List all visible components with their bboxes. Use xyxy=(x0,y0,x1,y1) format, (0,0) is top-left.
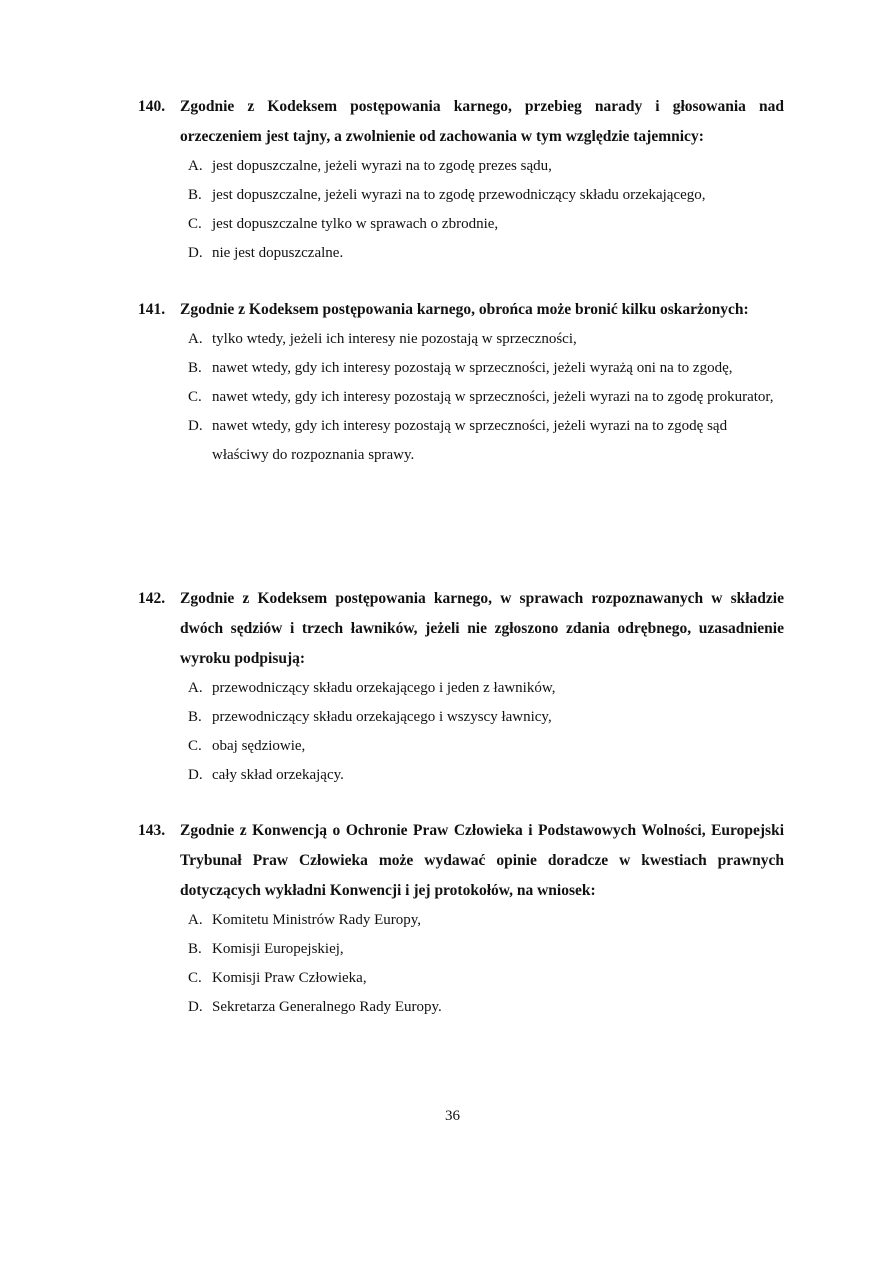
option-letter: D. xyxy=(188,767,203,783)
answer-option-c xyxy=(188,210,784,239)
option-text: tylko wtedy, jeżeli ich interesy nie pozostają w sprzeczności, xyxy=(212,331,577,347)
option-text: obaj sędziowie, xyxy=(212,738,306,754)
answer-option-c xyxy=(188,383,784,412)
option-letter: C. xyxy=(188,389,202,405)
question-text: Zgodnie z Kodeksem postępowania karnego, przebieg narady i głosowania nad orzeczeniem jest tajny, a zwolnienie od zachowania w tym względzie tajemnicy: xyxy=(180,98,784,145)
option-letter: D. xyxy=(188,999,203,1015)
option-text: Komisji Europejskiej, xyxy=(212,941,344,957)
question-stem xyxy=(138,92,784,152)
option-letter: A. xyxy=(188,158,203,174)
answer-option-d xyxy=(188,993,784,1022)
answer-option-a xyxy=(188,906,784,935)
answer-option-a xyxy=(188,674,784,703)
answer-option-d xyxy=(188,412,784,470)
option-letter: D. xyxy=(188,418,203,434)
question-stem xyxy=(138,584,784,674)
question-number: 142. xyxy=(138,590,166,607)
option-text: jest dopuszczalne, jeżeli wyrazi na to zgodę przewodniczący składu orzekającego, xyxy=(212,187,706,203)
question-text: Zgodnie z Kodeksem postępowania karnego, w sprawach rozpoznawanych w składzie dwóch sędziów i trzech ławników, jeżeli nie zgłoszono zdania odrębnego, uzasadnienie wyroku podpisują: xyxy=(180,590,784,667)
option-text: jest dopuszczalne, jeżeli wyrazi na to zgodę prezes sądu, xyxy=(212,158,552,174)
option-letter: C. xyxy=(188,970,202,986)
answer-options xyxy=(138,152,784,268)
answer-options xyxy=(138,325,784,470)
option-text: Sekretarza Generalnego Rady Europy. xyxy=(212,999,442,1015)
answer-option-b xyxy=(188,703,784,732)
answer-option-d xyxy=(188,761,784,790)
answer-options xyxy=(138,906,784,1022)
question-142 xyxy=(138,584,784,790)
option-letter: B. xyxy=(188,187,202,203)
option-text: przewodniczący składu orzekającego i jeden z ławników, xyxy=(212,680,556,696)
question-number: 140. xyxy=(138,98,166,115)
answer-option-b xyxy=(188,354,784,383)
answer-options xyxy=(138,674,784,790)
option-letter: B. xyxy=(188,941,202,957)
question-143 xyxy=(138,816,784,1022)
question-text: Zgodnie z Konwencją o Ochronie Praw Człowieka i Podstawowych Wolności, Europejski Trybunał Praw Człowieka może wydawać opinie doradcze w kwestiach prawnych dotyczących wykładni Konwencji i jej protokołów, na wniosek: xyxy=(180,822,784,899)
option-text: nie jest dopuszczalne. xyxy=(212,245,344,261)
option-text: nawet wtedy, gdy ich interesy pozostają w sprzeczności, jeżeli wyrazi na to zgodę prokurator, xyxy=(212,389,774,405)
option-letter: A. xyxy=(188,331,203,347)
option-text: nawet wtedy, gdy ich interesy pozostają w sprzeczności, jeżeli wyrazi na to zgodę sąd właściwy do rozpoznania sprawy. xyxy=(212,418,728,463)
page-number: 36 xyxy=(445,1108,460,1124)
option-letter: B. xyxy=(188,709,202,725)
option-text: Komisji Praw Człowieka, xyxy=(212,970,367,986)
option-text: jest dopuszczalne tylko w sprawach o zbrodnie, xyxy=(212,216,499,232)
answer-option-a xyxy=(188,325,784,354)
answer-option-b xyxy=(188,181,784,210)
answer-option-a xyxy=(188,152,784,181)
question-141 xyxy=(138,295,784,470)
option-letter: C. xyxy=(188,216,202,232)
option-text: nawet wtedy, gdy ich interesy pozostają w sprzeczności, jeżeli wyrażą oni na to zgodę, xyxy=(212,360,733,376)
option-letter: A. xyxy=(188,680,203,696)
option-text: cały skład orzekający. xyxy=(212,767,344,783)
question-text: Zgodnie z Kodeksem postępowania karnego, obrońca może bronić kilku oskarżonych: xyxy=(180,301,749,318)
answer-option-d xyxy=(188,239,784,268)
question-140 xyxy=(138,92,784,268)
answer-option-c xyxy=(188,964,784,993)
option-text: przewodniczący składu orzekającego i wszyscy ławnicy, xyxy=(212,709,552,725)
question-stem xyxy=(138,295,784,325)
option-letter: B. xyxy=(188,360,202,376)
question-number: 143. xyxy=(138,822,166,839)
option-letter: D. xyxy=(188,245,203,261)
answer-option-c xyxy=(188,732,784,761)
option-letter: A. xyxy=(188,912,203,928)
answer-option-b xyxy=(188,935,784,964)
option-letter: C. xyxy=(188,738,202,754)
question-stem xyxy=(138,816,784,906)
option-text: Komitetu Ministrów Rady Europy, xyxy=(212,912,422,928)
question-number: 141. xyxy=(138,301,166,318)
